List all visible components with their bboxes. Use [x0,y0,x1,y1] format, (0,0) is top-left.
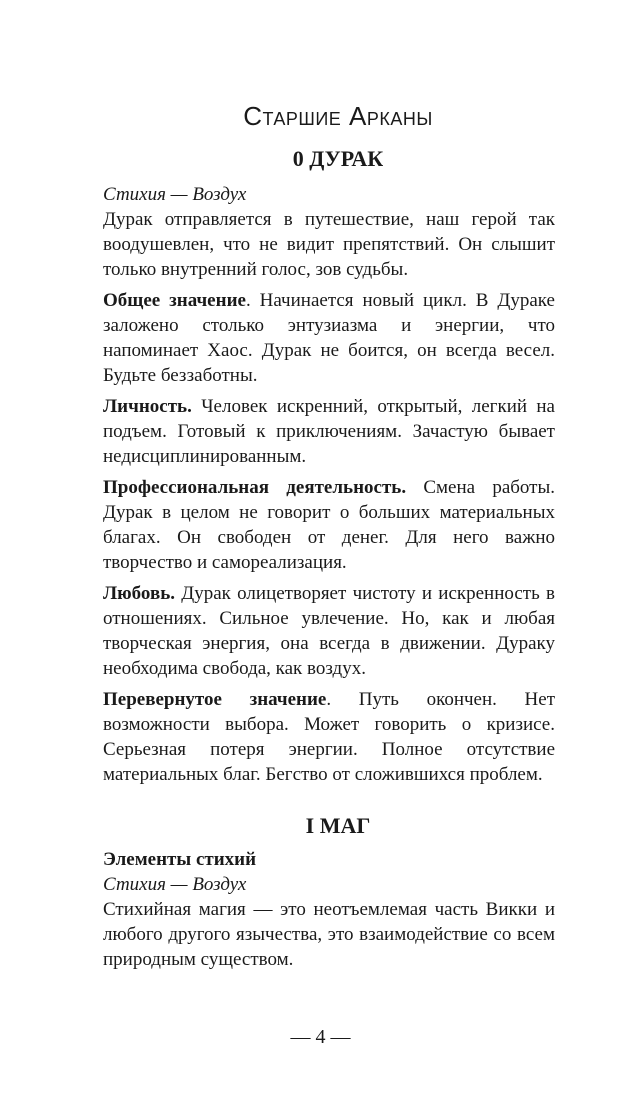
paragraph-text: . Начинается новый цикл. В Дураке заложено столько энтузиазма и энергии, что напоминает Хаос. Дурак не боится, он всегда весел. Будьте беззаботны. [103,290,555,386]
paragraph-reversed [103,687,555,787]
paragraph-career [103,475,555,575]
paragraph-love [103,581,555,681]
card-title-magician: I МАГ [305,813,371,838]
page-number: — 4 — [290,1026,351,1048]
paragraph-label: Профессиональная деятельность. [103,477,407,498]
section-title: Старшие Арканы [243,101,433,131]
paragraph-label: Личность. [103,396,192,417]
intro-paragraph: Стихийная магия — это неотъемлемая часть Викки и любого другого язычества, это взаимодействие со всем природным существом. [103,899,555,970]
subheading: Элементы стихий [103,849,257,870]
paragraph-text: Дурак олицетворяет чистоту и искренность в отношениях. Сильное увлечение. Но, как и любая творческая энергия, она всегда в движении. Дураку необходима свобода, как воздух. [103,583,555,679]
paragraph-label: Любовь. [103,583,176,604]
element-line: Стихия — Воздух [103,874,247,895]
paragraph-label: Общее значение [103,290,246,311]
paragraph-text: . Путь окончен. Нет возможности выбора. Может говорить о кризисе. Серьезная потеря энергии. Полное отсутствие материальных благ. Бегство от сложившихся проблем. [103,689,555,785]
paragraph-general-meaning [103,288,555,388]
card-title-fool: 0 ДУРАК [292,146,384,171]
intro-paragraph: Дурак отправляется в путешествие, наш герой так воодушевлен, что не видит препятствий. Он слышит только внутренний голос, зов судьбы. [103,209,555,280]
book-page [0,96,641,1096]
paragraph-label: Перевернутое значение [103,689,327,710]
paragraph-text: Человек искренний, открытый, легкий на подъем. Готовый к приключениям. Зачастую бывает недисциплинированным. [103,396,555,467]
paragraph-text: Смена работы. Дурак в целом не говорит о больших материальных благах. Он свободен от денег. Для него важно творчество и самореализация. [103,477,556,573]
element-line: Стихия — Воздух [103,184,247,205]
paragraph-personality [103,394,555,469]
